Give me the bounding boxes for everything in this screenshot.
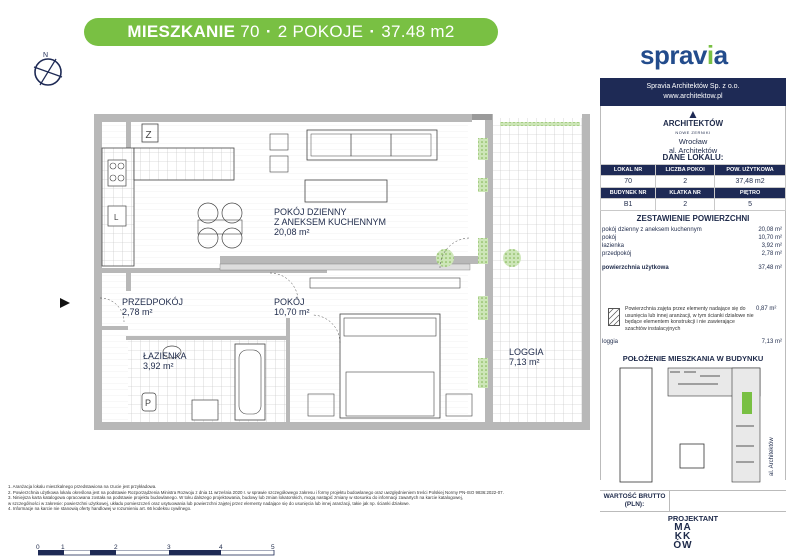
apartment-number: 70: [240, 22, 260, 41]
washer-label: P: [145, 398, 152, 408]
details-table: LOKAL NR LICZBA POKOI POW. UŻYTKOWA 70 2 37,48 m2 BUDYNEK NR KLATKA NR PIĘTRO B1 2 5: [600, 164, 786, 211]
room-loggia: LOGGIA 7,13 m²: [509, 347, 544, 367]
rooms-count: 2 POKOJE: [277, 22, 364, 41]
architect-brand: ARCHITEKTÓW: [663, 119, 723, 128]
area-row: pokój dzienny z aneksem kuchennym 20,08 m²: [602, 227, 782, 233]
areas-title: ZESTAWIENIE POWIERZCHNI: [636, 214, 750, 223]
loggia-row: loggia 7,13 m²: [602, 339, 782, 345]
area-row: przedpokój 2,78 m²: [602, 251, 782, 257]
apartment-area: 37.48 m2: [381, 22, 455, 41]
position-title: POŁOŻENIE MIESZKANIA W BUDYNKU: [622, 354, 764, 363]
footnote: 2. Powierzchnia użytkowa lokalu określona jest na podstawie Rozporządzenia Ministra Rozwoju z dnia 11 września 2020 r. w sprawie szczegółowego zakresu i formy projektu budowlanego oraz uwzględnieniem treści Polskiej Normy PN-ISO 9836:2022-07.: [8, 489, 504, 495]
footnote: 1. Aranżacja lokalu mieszkalnego przedstawiona na rzucie jest przykładowa.: [8, 484, 157, 489]
architect-block: [600, 107, 786, 155]
designer-title: PROJEKTANT: [667, 514, 719, 523]
room-hall: PRZEDPOKÓJ 2,78 m²: [122, 297, 184, 317]
company-url[interactable]: www.architektow.pl: [663, 93, 723, 100]
area-total-row: powierzchnia użytkowa 37,48 m²: [602, 265, 782, 271]
compass-icon: [30, 50, 80, 100]
floor-plan: [60, 108, 590, 433]
architect-logo-icon: ▲: [687, 107, 699, 121]
architect-city: Wrocław: [678, 137, 708, 146]
compass-north-label: N: [43, 52, 49, 59]
company-name: Spravia Architektów Sp. z o.o.: [646, 83, 740, 90]
building-location-map: [608, 366, 784, 484]
apartment-label: MIESZKANIE: [127, 22, 236, 41]
footnote: 3. Niniejsza karta katalogowa opracowana została na podstawie projektu budowlanego. W toku dalszego projektowania, budowy lub zmian lokatorskich, mogą nastąpić zmiany w stosunku do informacji zawartych na karcie katalogowej,: [8, 495, 463, 501]
room-bedroom: POKÓJ 10,70 m²: [274, 297, 310, 317]
designer-logo: MA KK ÓW: [673, 522, 693, 551]
architect-tagline: NOWE ZERNIKI: [675, 130, 711, 135]
details-title: DANE LOKALU:: [662, 153, 724, 162]
area-row: pokój 10,70 m²: [602, 235, 782, 241]
dishwasher-label: L: [114, 213, 119, 222]
price-label: WARTOŚĆ BRUTTO (PLN):: [600, 491, 670, 511]
street-label: al. Architektów: [769, 437, 775, 476]
company-bar: [600, 78, 786, 106]
footnote: w szczególności w zakresie: powierzchni użytkowej, układu pomieszczeń oraz usytuowania lub powierzchni zajętej przez elementy nadające się do usunięcia lub innej aranżacji, takie jak np. ścianki działowe.: [8, 500, 410, 506]
hatch-icon: [608, 308, 620, 326]
price-box: [600, 490, 786, 512]
apartment-header: MIESZKANIE 70 · 2 POKOJE · 37.48 m2: [84, 18, 498, 46]
room-bathroom: ŁAZIENKA 3,92 m²: [143, 351, 187, 371]
area-row: łazienka 3,92 m²: [602, 243, 782, 249]
removable-elements-note: Powierzchnia zajęta przez elementy nadające się do usunięcia lub innej aranżacji, w tym ścianki działowe nie będące elementem konstrukcji i nie zawierające szachtów instalacyjnych: [625, 306, 754, 332]
architect-street: al. Architektów: [668, 146, 718, 155]
scale-bar: [38, 550, 278, 556]
fridge-label: Z: [145, 130, 152, 141]
footnote: 4. Informacje na karcie nie stanowią oferty handlowej w rozumieniu art. 66 kodeksu cywilnego.: [8, 506, 192, 512]
spravia-logo: spravia: [640, 40, 728, 70]
areas-list: [602, 226, 782, 272]
footnotes: [8, 484, 598, 512]
room-living: POKÓJ DZIENNY Z ANEKSEM KUCHENNYM 20,08 m²: [274, 207, 387, 237]
removable-elements-value: 0,87 m²: [756, 306, 777, 312]
